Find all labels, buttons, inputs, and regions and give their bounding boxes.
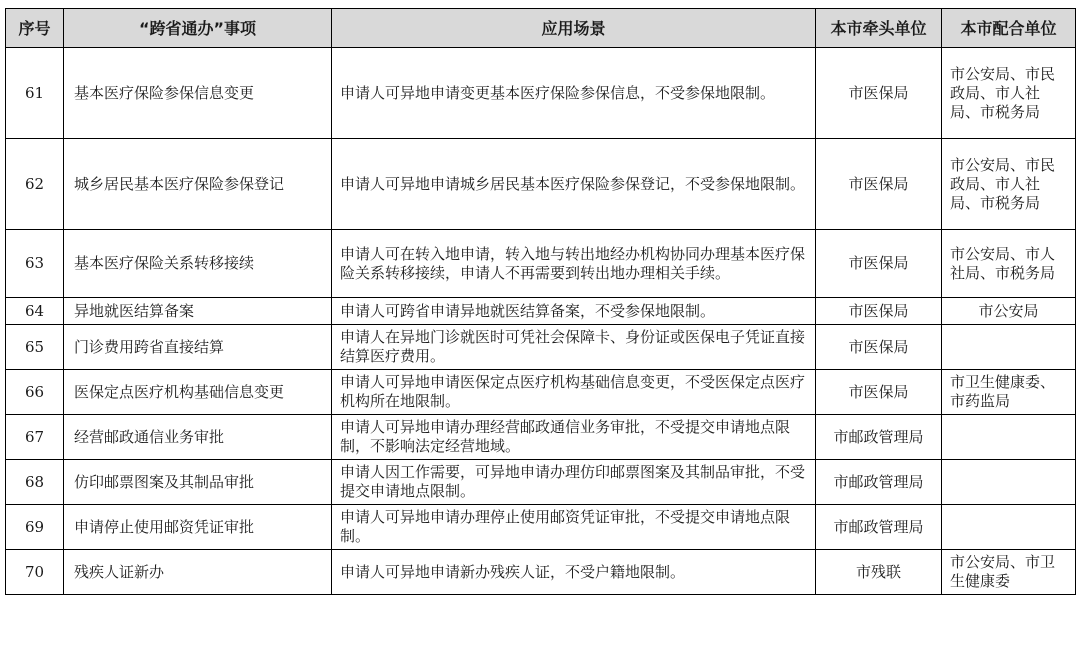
header-item: “跨省通办”事项	[64, 9, 332, 48]
row-item: 医保定点医疗机构基础信息变更	[64, 370, 332, 415]
table-row	[6, 139, 1076, 230]
row-item: 异地就医结算备案	[64, 298, 332, 325]
row-number: 64	[6, 298, 64, 325]
row-item: 城乡居民基本医疗保险参保登记	[64, 139, 332, 230]
row-coop-unit: 市公安局	[942, 298, 1076, 325]
row-scene: 申请人在异地门诊就医时可凭社会保障卡、身份证或医保电子凭证直接结算医疗费用。	[332, 325, 816, 370]
row-coop-unit	[942, 460, 1076, 505]
row-number: 68	[6, 460, 64, 505]
row-item: 门诊费用跨省直接结算	[64, 325, 332, 370]
row-coop-unit	[942, 505, 1076, 550]
row-number: 63	[6, 230, 64, 298]
row-lead-unit: 市邮政管理局	[816, 460, 942, 505]
row-number: 69	[6, 505, 64, 550]
service-table	[5, 8, 1076, 595]
table-row	[6, 298, 1076, 325]
row-scene: 申请人可异地申请新办残疾人证，不受户籍地限制。	[332, 550, 816, 595]
row-item: 经营邮政通信业务审批	[64, 415, 332, 460]
table-row	[6, 230, 1076, 298]
row-lead-unit: 市残联	[816, 550, 942, 595]
row-number: 67	[6, 415, 64, 460]
row-scene: 申请人可异地申请医保定点医疗机构基础信息变更，不受医保定点医疗机构所在地限制。	[332, 370, 816, 415]
row-item: 申请停止使用邮资凭证审批	[64, 505, 332, 550]
row-scene: 申请人因工作需要，可异地申请办理仿印邮票图案及其制品审批，不受提交申请地点限制。	[332, 460, 816, 505]
row-coop-unit: 市公安局、市人社局、市税务局	[942, 230, 1076, 298]
row-number: 70	[6, 550, 64, 595]
row-number: 61	[6, 48, 64, 139]
row-lead-unit: 市医保局	[816, 325, 942, 370]
table-row	[6, 48, 1076, 139]
row-scene: 申请人可异地申请办理停止使用邮资凭证审批，不受提交申请地点限制。	[332, 505, 816, 550]
row-coop-unit: 市公安局、市卫生健康委	[942, 550, 1076, 595]
row-coop-unit: 市卫生健康委、市药监局	[942, 370, 1076, 415]
row-scene: 申请人可异地申请变更基本医疗保险参保信息，不受参保地限制。	[332, 48, 816, 139]
row-item: 残疾人证新办	[64, 550, 332, 595]
table-row	[6, 550, 1076, 595]
header-lead-unit: 本市牵头单位	[816, 9, 942, 48]
row-lead-unit: 市邮政管理局	[816, 415, 942, 460]
row-item: 基本医疗保险参保信息变更	[64, 48, 332, 139]
table-row	[6, 415, 1076, 460]
table-row	[6, 325, 1076, 370]
row-coop-unit: 市公安局、市民政局、市人社局、市税务局	[942, 139, 1076, 230]
row-coop-unit	[942, 325, 1076, 370]
header-coop-unit: 本市配合单位	[942, 9, 1076, 48]
header-scene: 应用场景	[332, 9, 816, 48]
table-row	[6, 505, 1076, 550]
row-coop-unit	[942, 415, 1076, 460]
row-number: 66	[6, 370, 64, 415]
row-scene: 申请人可跨省申请异地就医结算备案，不受参保地限制。	[332, 298, 816, 325]
row-number: 65	[6, 325, 64, 370]
row-scene: 申请人可异地申请城乡居民基本医疗保险参保登记，不受参保地限制。	[332, 139, 816, 230]
table-row	[6, 460, 1076, 505]
header-number: 序号	[6, 9, 64, 48]
row-lead-unit: 市医保局	[816, 230, 942, 298]
row-item: 仿印邮票图案及其制品审批	[64, 460, 332, 505]
row-lead-unit: 市邮政管理局	[816, 505, 942, 550]
table-row	[6, 370, 1076, 415]
row-lead-unit: 市医保局	[816, 370, 942, 415]
table-header-row	[6, 9, 1076, 48]
row-coop-unit: 市公安局、市民政局、市人社局、市税务局	[942, 48, 1076, 139]
row-lead-unit: 市医保局	[816, 139, 942, 230]
row-scene: 申请人可异地申请办理经营邮政通信业务审批，不受提交申请地点限制，不影响法定经营地域。	[332, 415, 816, 460]
row-lead-unit: 市医保局	[816, 48, 942, 139]
row-number: 62	[6, 139, 64, 230]
row-lead-unit: 市医保局	[816, 298, 942, 325]
row-scene: 申请人可在转入地申请，转入地与转出地经办机构协同办理基本医疗保险关系转移接续，申请人不再需要到转出地办理相关手续。	[332, 230, 816, 298]
row-item: 基本医疗保险关系转移接续	[64, 230, 332, 298]
